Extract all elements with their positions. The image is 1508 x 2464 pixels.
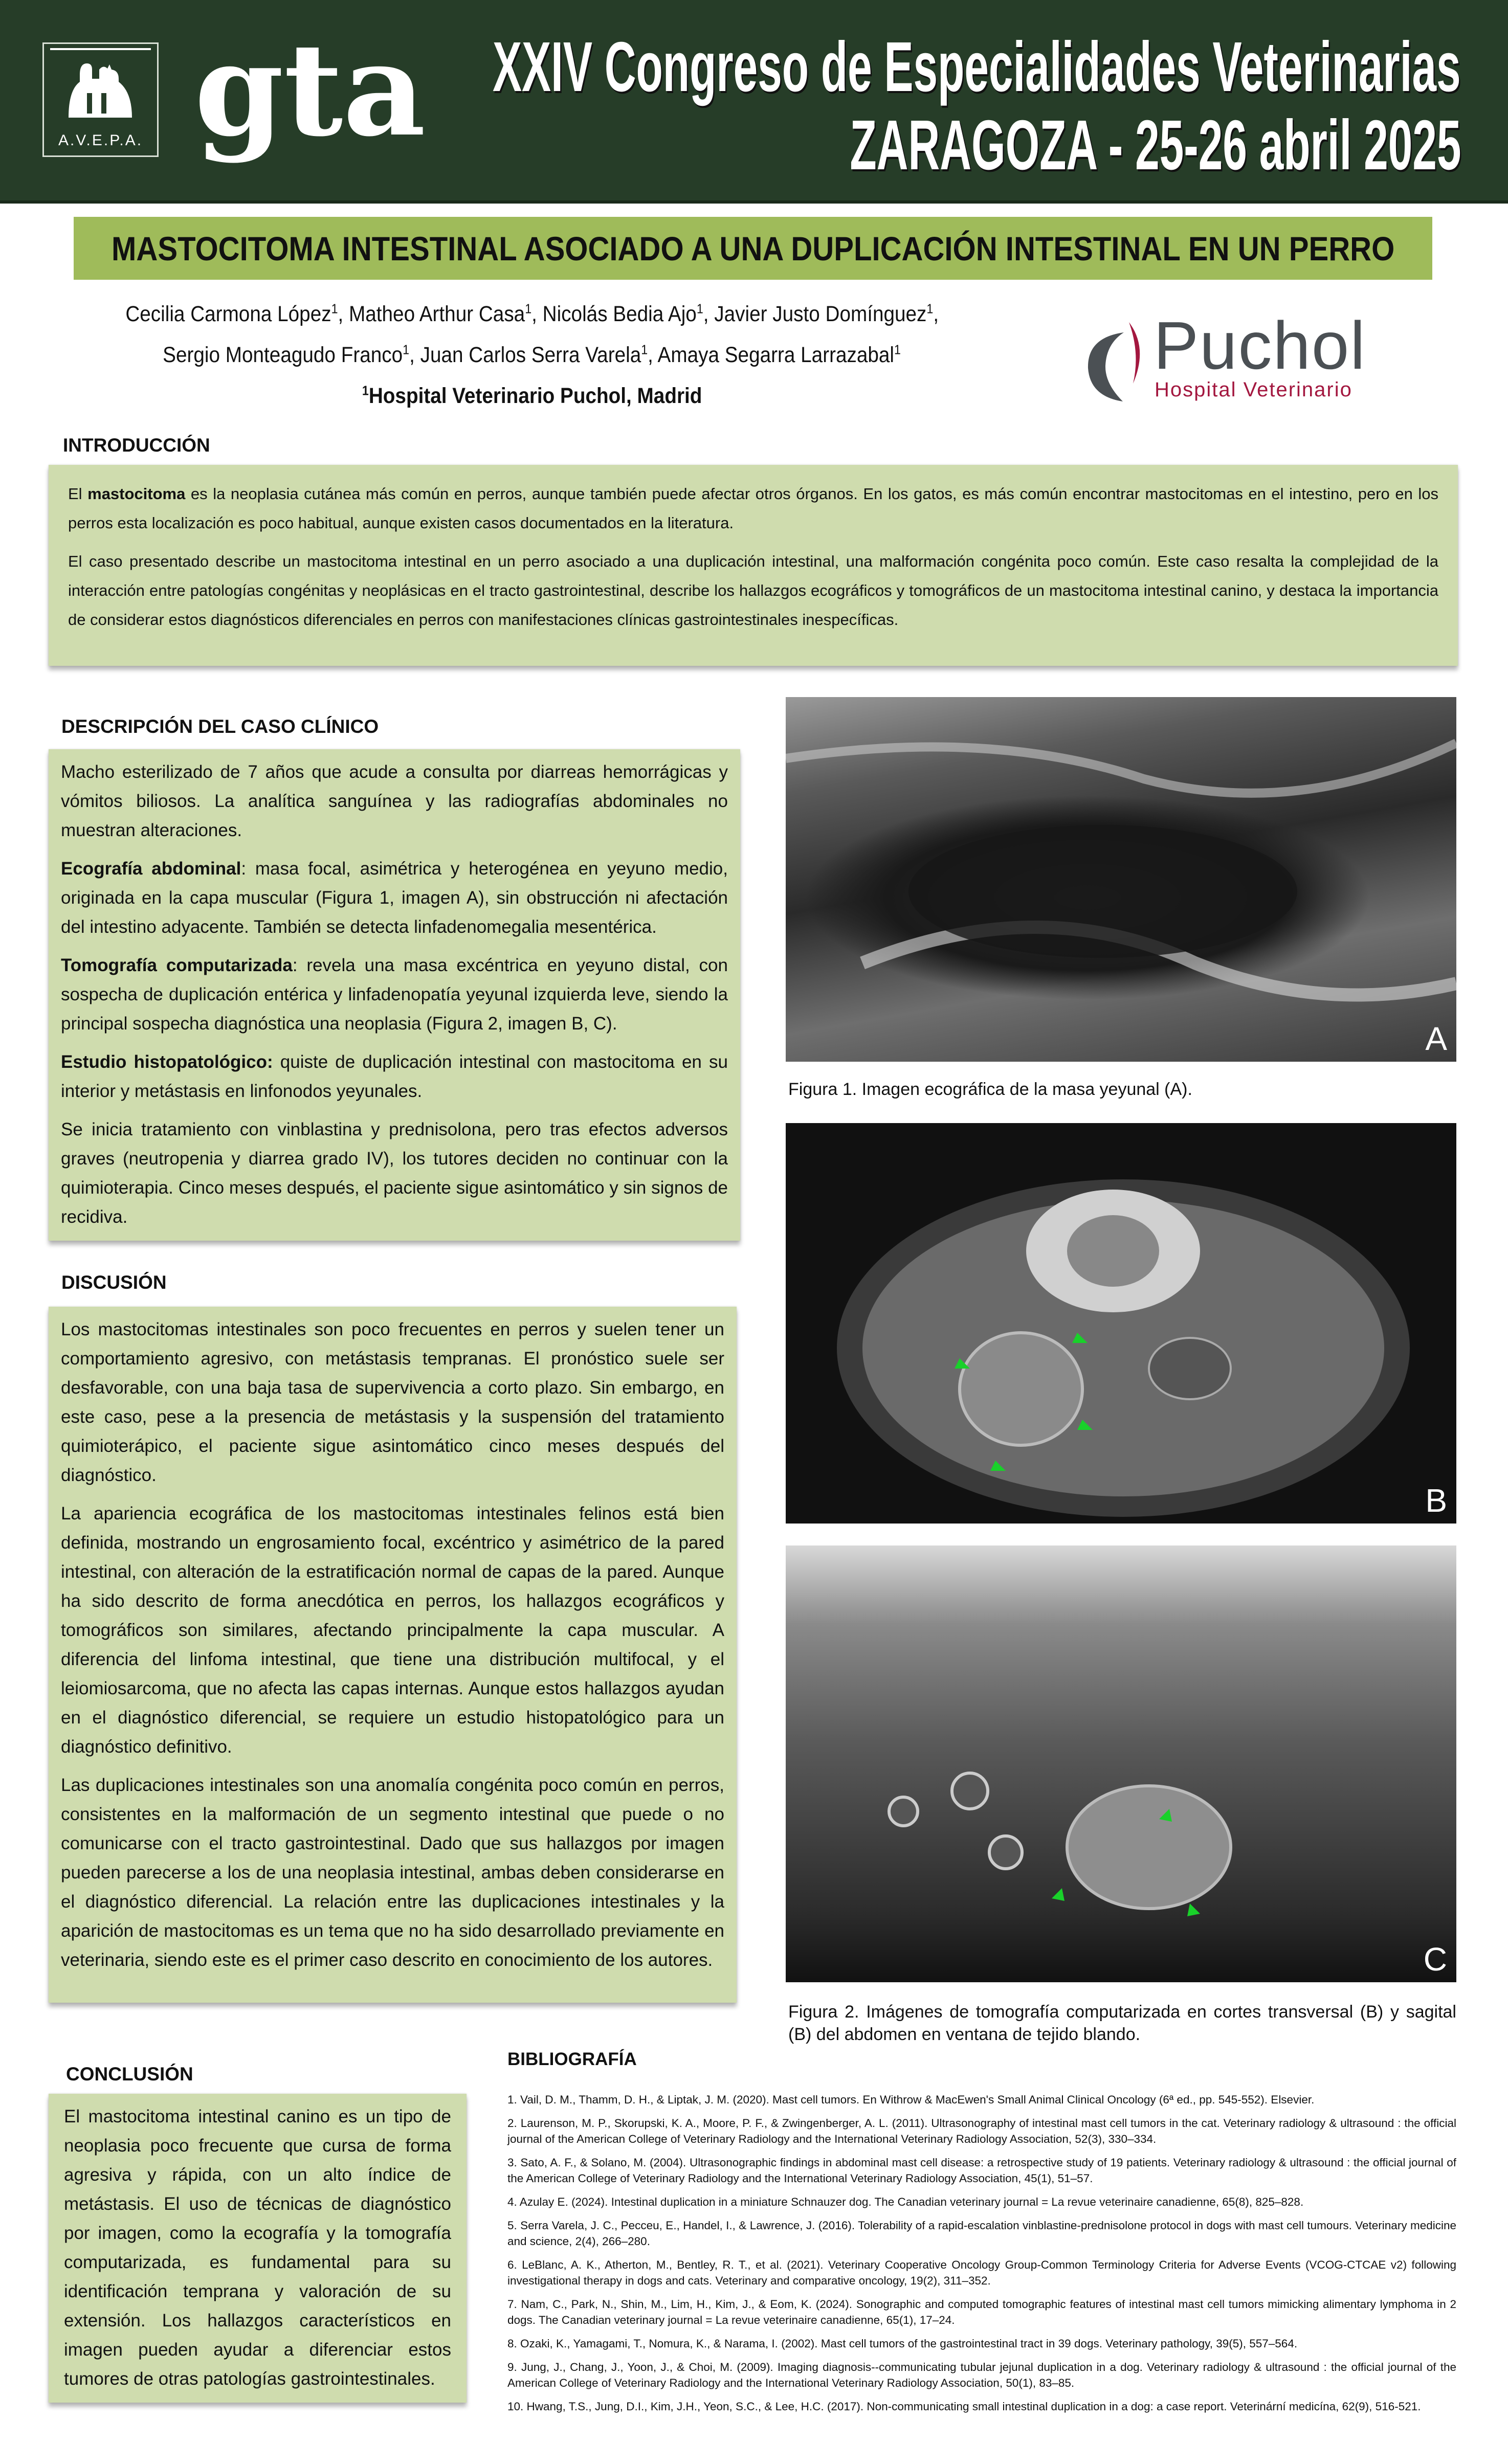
ct-transverse-drawing <box>786 1123 1456 1524</box>
ct-sagittal-drawing <box>786 1545 1456 1982</box>
author-name: Nicolás Bedia Ajo <box>542 302 697 326</box>
discusion-paragraph: Las duplicaciones intestinales son una anomalía congénita poco común en perros, consistentes en la malformación de un segmento intestinal que puede o no comunicarse con el tracto gastrointestinal. Dado que sus hallazgos por imagen pueden parecerse a los de una neoplasia intestinal, ambas deben considerarse en el diagnóstico diferencial. La relación entre las duplicaciones intestinales y la aparición de mastocitomas es un tema que no ha sido desarrollado previamente en veterinaria, siendo este es el primer caso descrito en conocimiento de los autores. <box>61 1775 724 1970</box>
descripcion-box <box>49 749 740 1241</box>
affiliation <box>0 384 1064 409</box>
affiliation-text: Hospital Veterinario Puchol, Madrid <box>368 384 702 408</box>
author-name: Juan Carlos Serra Varela <box>420 343 641 367</box>
introduccion-heading: INTRODUCCIÓN <box>63 435 210 456</box>
text: : masa focal, asimétrica y heterogénea en yeyuno medio, originada en la capa muscular (Figura 1, imagen A), sin obstrucción ni afectación del intestino adyacente. También se detecta linfadenomegalia mesentérica. <box>61 859 728 937</box>
affiliation-mark: 1 <box>331 302 338 317</box>
bold-term: mastocitoma <box>87 485 186 503</box>
puchol-logo-subtitle: Hospital Veterinario <box>1155 378 1352 401</box>
authors-line-2: Sergio Monteagudo Franco$^1$, Juan Carlos Serra Varela$^1$, Amaya Segarra Larrazabal$^1$ <box>163 343 901 367</box>
text: quiste de duplicación intestinal con mastocitoma en su interior y metástasis en linfonodos yeyunales. <box>61 1052 728 1101</box>
affiliation-mark: 1 <box>641 343 648 357</box>
bibliography-list <box>507 2092 1456 2422</box>
descripcion-paragraph <box>61 1047 728 1106</box>
discusion-box <box>49 1307 737 2003</box>
descripcion-heading: DESCRIPCIÓN DEL CASO CLÍNICO <box>61 716 379 737</box>
image-label-c: C <box>1423 1941 1447 1978</box>
reference-item: 8. Ozaki, K., Yamagami, T., Nomura, K., & Narama, I. (2002). Mast cell tumors of the gastrointestinal tract in 39 dogs. Veterinary pathology, 39(5), 557–564. <box>507 2337 1298 2350</box>
reference-item: 4. Azulay E. (2024). Intestinal duplication in a miniature Schnauzer dog. The Canadian veterinary journal = La revue veterinaire canadienne, 65(8), 825–828. <box>507 2196 1304 2208</box>
descripcion-paragraph: Macho esterilizado de 7 años que acude a consulta por diarreas hemorrágicas y vómitos biliosos. La analítica sanguínea y las radiografías abdominales no muestran alteraciones. <box>61 762 728 840</box>
author-name: Cecilia Carmona López <box>125 302 331 326</box>
congress-place-date-text: ZARAGOZA - 25-26 abril 2025 <box>849 106 1461 185</box>
descripcion-paragraph <box>61 854 728 942</box>
conclusion-box <box>49 2094 467 2403</box>
discusion-paragraph: La apariencia ecográfica de los mastocitomas intestinales felinos está bien definida, mostrando un engrosamiento focal, excéntrico y asimétrico de la pared intestinal, con alteración de la estratificación normal de capas de la pared. Aunque ha sido descrito de forma anecdótica en perros, los hallazgos ecográficos y tomográficos son similares, afectando principalmente la capa muscular. A diferencia del linfoma intestinal, que tiene una distribución multifocal, y el leiomiosarcoma, que no afecta las capas internas. Aunque estos hallazgos ayudan en el diagnóstico diferencial, se requiere un estudio histopatológico para un diagnóstico definitivo. <box>61 1504 724 1757</box>
author-name: Sergio Monteagudo Franco <box>163 343 403 367</box>
congress-title <box>0 27 1461 108</box>
ultrasound-image-a <box>786 697 1456 1062</box>
author-name: Amaya Segarra Larrazabal <box>657 343 895 367</box>
ct-sagittal-image-c <box>786 1545 1456 1982</box>
conclusion-heading: CONCLUSIÓN <box>66 2064 193 2085</box>
affiliation-mark: 1 <box>403 343 410 357</box>
affiliation-mark: 1 <box>525 302 531 317</box>
image-label-a: A <box>1425 1020 1447 1057</box>
image-label-b: B <box>1425 1482 1447 1519</box>
bold-term: Tomografía computarizada <box>61 955 293 975</box>
affiliation-mark: 1 <box>926 302 934 317</box>
bibliografia-heading: BIBLIOGRAFÍA <box>507 2049 637 2069</box>
affiliation-mark: 1 <box>696 302 703 317</box>
conclusion-text: El mastocitoma intestinal canino es un tipo de neoplasia poco frecuente que cursa de forma agresiva y rápida, con un alto índice de metástasis. El uso de técnicas de diagnóstico por imagen, como la ecografía y la tomografía computarizada, es fundamental para su identificación temprana y valoración de su extensión. Los hallazgos característicos en imagen pueden ayudar a diferenciar estos tumores de otras patologías gastrointestinales. <box>64 2107 451 2389</box>
discusion-heading: DISCUSIÓN <box>61 1272 167 1293</box>
bold-term: Ecografía abdominal <box>61 859 241 879</box>
reference-item: 7. Nam, C., Park, N., Shin, M., Lim, H., Kim, J., & Eom, K. (2024). Sonographic and computed tomographic features of intestinal mast cell tumors mimicking alimentary lymphoma in 2 dogs. The Canadian veterinary journal = La revue veterinaire canadienne, 65(1), 17–24. <box>507 2298 1456 2326</box>
reference-item: 9. Jung, J., Chang, J., Yoon, J., & Choi, M. (2009). Imaging diagnosis--communicating tubular jejunal duplication in a dog. Veterinary radiology & ultrasound : the official journal of the American College of Veterinary Radiology and the International Veterinary Radiology Association, 50(1), 83–85. <box>507 2361 1456 2389</box>
affiliation-mark: 1 <box>894 343 901 357</box>
author-name: Javier Justo Domínguez <box>714 302 927 326</box>
reference-item: 10. Hwang, T.S., Jung, D.I., Kim, J.H., Yeon, S.C., & Lee, H.C. (2017). Non-communicating small intestinal duplication in a dog: a case report. Veterinární medicína, 62(9), 516-521. <box>507 2400 1421 2413</box>
discusion-paragraph: Los mastocitomas intestinales son poco frecuentes en perros y suelen tener un comportamiento agresivo, con metástasis tempranas. El pronóstico suele ser desfavorable, con una baja tasa de supervivencia a corto plazo. Sin embargo, en este caso, pese a la presencia de metástasis y la suspensión del tratamiento quimioterápico, el paciente sigue asintomático cinco meses después del diagnóstico. <box>61 1319 724 1485</box>
text: : revela una masa excéntrica en yeyuno distal, con sospecha de duplicación entérica y linfadenopatía yeyunal izquierda leve, siendo la principal sospecha diagnóstica una neoplasia (Figura 2, imagen B, C). <box>61 955 728 1034</box>
figure-1-caption: Figura 1. Imagen ecográfica de la masa yeyunal (A). <box>788 1080 1192 1099</box>
poster-title-banner <box>74 217 1432 280</box>
authors-line-1: Cecilia Carmona López$^1$, Matheo Arthur Casa$^1$, Nicolás Bedia Ajo$^1$, Javier Justo Domínguez$^1$, <box>125 302 939 326</box>
reference-item: 1. Vail, D. M., Thamm, D. H., & Liptak, J. M. (2020). Mast cell tumors. En Withrow & MacEwen's Small Animal Clinical Oncology (6ª ed., pp. 545-552). Elsevier. <box>507 2093 1315 2106</box>
figure-2-caption: Figura 2. Imágenes de tomografía computarizada en cortes transversal (B) y sagital (B) del abdomen en ventana de tejido blando. <box>788 2002 1456 2044</box>
descripcion-paragraph: Se inicia tratamiento con vinblastina y prednisolona, pero tras efectos adversos graves (neutropenia y diarrea grado IV), los tutores deciden no continuar con la quimioterapia. Cinco meses después, el paciente sigue asintomático y sin signos de recidiva. <box>61 1119 728 1227</box>
text: es la neoplasia cutánea más común en perros, aunque también puede afectar otros órganos. En los gatos, es más común encontrar mastocitomas en el intestino, pero en los perros esta localización es poco habitual, aunque existen casos documentados en la literatura. <box>68 485 1438 532</box>
reference-item: 6. LeBlanc, A. K., Atherton, M., Bentley, R. T., et al. (2021). Veterinary Cooperative Oncology Group-Common Terminology Criteria for Adverse Events (VCOG-CTCAE v2) following investigational therapy in dogs and cats. Veterinary and comparative oncology, 19(2), 311–352. <box>507 2258 1456 2287</box>
puchol-logo-name: Puchol <box>1154 308 1366 383</box>
reference-item: 2. Laurenson, M. P., Skorupski, K. A., Moore, P. F., & Zwingenberger, A. L. (2011). Ultrasonography of intestinal mast cell tumors in the cat. Veterinary radiology & ultrasound : the official journal of the American College of Veterinary Radiology and the International Veterinary Radiology Association, 52(3), 330–334. <box>507 2117 1456 2145</box>
arrowhead-marker <box>1187 1903 1200 1916</box>
congress-title-text: XXIV Congreso de Especialidades Veterinarias <box>493 28 1461 106</box>
arrowhead-marker <box>1052 1888 1065 1901</box>
avepa-label: A.V.E.P.A. <box>58 132 143 149</box>
introduccion-box <box>49 465 1458 666</box>
author-name: Matheo Arthur Casa <box>348 302 525 326</box>
text: El <box>68 485 88 503</box>
ultrasound-texture <box>786 697 1456 1062</box>
congress-header-banner <box>0 0 1508 204</box>
ct-transverse-image-b <box>786 1123 1456 1524</box>
congress-place-date <box>475 105 1461 186</box>
bold-term: Estudio histopatológico: <box>61 1052 273 1072</box>
poster-title: MASTOCITOMA INTESTINAL ASOCIADO A UNA DUPLICACIÓN INTESTINAL EN UN PERRO <box>111 229 1395 267</box>
reference-item: 5. Serra Varela, J. C., Pecceu, E., Handel, I., & Lawrence, J. (2016). Tolerability of a rapid-escalation vinblastine-prednisolone protocol in dogs with mast cell tumours. Veterinary medicine and science, 2(4), 266–280. <box>507 2219 1456 2248</box>
descripcion-paragraph <box>61 951 728 1038</box>
puchol-hospital-logo <box>1077 307 1366 404</box>
gta-logo: gta <box>194 14 426 165</box>
introduccion-paragraph-2: El caso presentado describe un mastocitoma intestinal en un perro asociado a una duplicación intestinal, una malformación congénita poco común. Este caso resalta la complejidad de la interacción entre patologías congénitas y neoplásicas en el tracto gastrointestinal, describe los hallazgos ecográficos y tomográficos de un mastocitoma intestinal canino, y destaca la importancia de considerar estos diagnósticos diferenciales en perros con manifestaciones clínicas gastrointestinales inespecíficas. <box>68 552 1438 629</box>
reference-item: 3. Sato, A. F., & Solano, M. (2004). Ultrasonographic findings in abdominal mast cell disease: a retrospective study of 19 patients. Veterinary radiology & ultrasound : the official journal of the American College of Veterinary Radiology and the International Veterinary Radiology Association, 45(1), 51–57. <box>507 2156 1456 2185</box>
affiliation-mark: 1 <box>362 384 369 398</box>
introduccion-paragraph-1 <box>68 479 1438 537</box>
